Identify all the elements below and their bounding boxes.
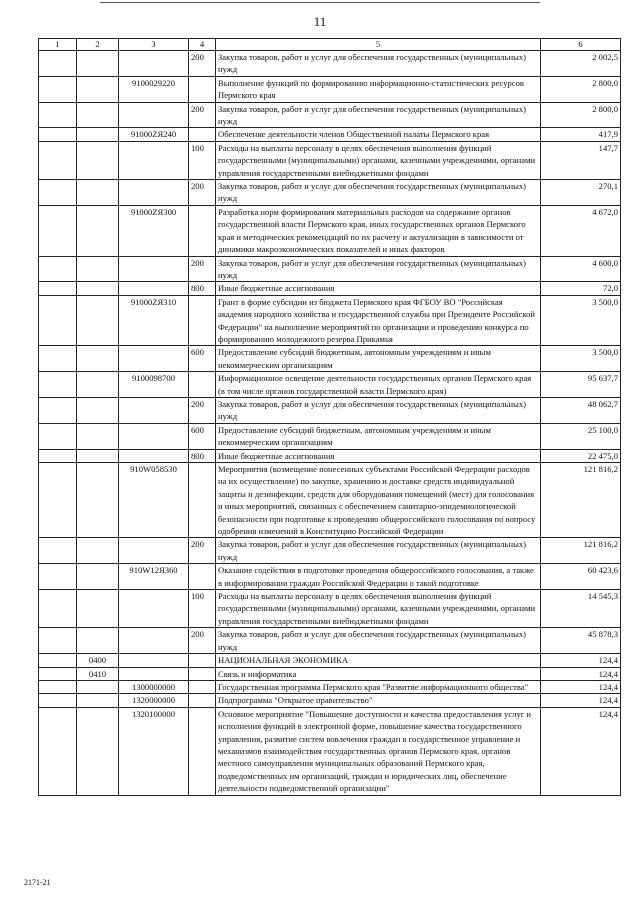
- section-cell: [39, 102, 77, 128]
- amount-cell: 2 800,0: [541, 102, 621, 128]
- column-header: 5: [216, 39, 541, 51]
- subsection-cell: [77, 282, 119, 295]
- name-cell: Мероприятия (возмещение понесенных субъектами Российской Федерации расходов на их осуществление) по закупке, хранению и доставке средств индивидуальной защиты и дезинфекции, средств для оборудования помещений (мест) для голосования и иных мероприятий, связанных с обеспечением санитарно-эпидемиологической безопасности при подготовке к проведению общероссийского голосования по вопросу одобрения изменений в Конституцию Российской Федерации: [216, 463, 541, 538]
- name-cell: Оказание содействия в подготовке проведения общероссийского голосования, а также в информировании граждан Российской Федерации о такой подготовке: [216, 564, 541, 590]
- subsection-cell: [77, 205, 119, 256]
- target-article-cell: [119, 654, 189, 667]
- subsection-cell: [77, 180, 119, 206]
- expense-type-cell: 200: [189, 102, 216, 128]
- table-row: [39, 667, 621, 680]
- expense-type-cell: 600: [189, 423, 216, 449]
- expense-type-cell: [189, 680, 216, 693]
- target-article-cell: [119, 180, 189, 206]
- expense-type-cell: [189, 295, 216, 346]
- section-cell: [39, 295, 77, 346]
- table-row: [39, 180, 621, 206]
- expense-type-cell: [189, 694, 216, 707]
- amount-cell: 121 816,2: [541, 463, 621, 538]
- section-cell: [39, 397, 77, 423]
- amount-cell: 124,4: [541, 667, 621, 680]
- section-cell: [39, 564, 77, 590]
- target-article-cell: [119, 282, 189, 295]
- subsection-cell: [77, 707, 119, 795]
- expense-type-cell: 200: [189, 51, 216, 77]
- name-cell: Закупка товаров, работ и услуг для обеспечения государственных (муниципальных) нужд: [216, 397, 541, 423]
- expense-type-cell: 100: [189, 590, 216, 628]
- top-rule: [100, 2, 540, 3]
- table-row: [39, 694, 621, 707]
- name-cell: Обеспечение деятельности членов Общественной палаты Пермского края: [216, 128, 541, 141]
- section-cell: [39, 141, 77, 179]
- expense-type-cell: [189, 463, 216, 538]
- table-row: [39, 76, 621, 102]
- subsection-cell: [77, 141, 119, 179]
- expense-type-cell: [189, 654, 216, 667]
- target-article-cell: [119, 141, 189, 179]
- name-cell: Разработка норм формирования материальных расходов на содержание органов государственной власти Пермского края, иных государственных органов Пермского края и методических рекомендаций по их расчету и актуализации в зависимости от динамики макроэкономических показателей и иных факторов: [216, 205, 541, 256]
- column-header: 3: [119, 39, 189, 51]
- subsection-cell: [77, 463, 119, 538]
- expense-type-cell: 600: [189, 346, 216, 372]
- expense-type-cell: 200: [189, 256, 216, 282]
- section-cell: [39, 51, 77, 77]
- expense-type-cell: 200: [189, 180, 216, 206]
- subsection-cell: [77, 76, 119, 102]
- target-article-cell: [119, 449, 189, 462]
- name-cell: Информационное освещение деятельности государственных органов Пермского края (в том числе органов государственной власти Пермского края): [216, 372, 541, 398]
- section-cell: [39, 128, 77, 141]
- amount-cell: 3 500,0: [541, 295, 621, 346]
- expense-type-cell: [189, 372, 216, 398]
- amount-cell: 48 062,7: [541, 397, 621, 423]
- target-article-cell: 91000ZЯ310: [119, 295, 189, 346]
- table-row: [39, 128, 621, 141]
- amount-cell: 3 500,0: [541, 346, 621, 372]
- subsection-cell: [77, 128, 119, 141]
- subsection-cell: [77, 256, 119, 282]
- name-cell: Закупка товаров, работ и услуг для обеспечения государственных (муниципальных) нужд: [216, 180, 541, 206]
- subsection-cell: [77, 538, 119, 564]
- section-cell: [39, 680, 77, 693]
- section-cell: [39, 590, 77, 628]
- name-cell: Расходы на выплаты персоналу в целях обеспечения выполнения функций государственными (муниципальными) органами, казенными учреждениями, органами управления государственными внебюджетными фондами: [216, 141, 541, 179]
- subsection-cell: [77, 628, 119, 654]
- target-article-cell: [119, 538, 189, 564]
- amount-cell: 25 100,0: [541, 423, 621, 449]
- subsection-cell: [77, 372, 119, 398]
- table-row: [39, 590, 621, 628]
- section-cell: [39, 694, 77, 707]
- name-cell: Государственная программа Пермского края "Развитие информационного общества": [216, 680, 541, 693]
- table-row: [39, 346, 621, 372]
- table-row: [39, 282, 621, 295]
- target-article-cell: 1320000000: [119, 694, 189, 707]
- name-cell: Иные бюджетные ассигнования: [216, 282, 541, 295]
- table-row: [39, 372, 621, 398]
- name-cell: Закупка товаров, работ и услуг для обеспечения государственных (муниципальных) нужд: [216, 538, 541, 564]
- subsection-cell: 0410: [77, 667, 119, 680]
- subsection-cell: [77, 346, 119, 372]
- target-article-cell: [119, 256, 189, 282]
- subsection-cell: 0400: [77, 654, 119, 667]
- subsection-cell: [77, 680, 119, 693]
- subsection-cell: [77, 590, 119, 628]
- section-cell: [39, 463, 77, 538]
- table-row: [39, 295, 621, 346]
- target-article-cell: 1320100000: [119, 707, 189, 795]
- table-row: [39, 463, 621, 538]
- section-cell: [39, 449, 77, 462]
- page-number: 11: [313, 14, 327, 29]
- amount-cell: 2 002,5: [541, 51, 621, 77]
- expense-type-cell: 200: [189, 538, 216, 564]
- subsection-cell: [77, 102, 119, 128]
- target-article-cell: 9100029220: [119, 76, 189, 102]
- amount-cell: 124,4: [541, 707, 621, 795]
- amount-cell: 14 545,3: [541, 590, 621, 628]
- table-row: [39, 680, 621, 693]
- amount-cell: 45 878,3: [541, 628, 621, 654]
- target-article-cell: 91000ZЯ300: [119, 205, 189, 256]
- table-row: [39, 141, 621, 179]
- section-cell: [39, 346, 77, 372]
- table-row: [39, 707, 621, 795]
- expense-type-cell: [189, 667, 216, 680]
- target-article-cell: [119, 667, 189, 680]
- amount-cell: 124,4: [541, 654, 621, 667]
- subsection-cell: [77, 423, 119, 449]
- table-row: [39, 205, 621, 256]
- column-header: 6: [541, 39, 621, 51]
- target-article-cell: [119, 590, 189, 628]
- target-article-cell: [119, 397, 189, 423]
- section-cell: [39, 423, 77, 449]
- expense-type-cell: [189, 76, 216, 102]
- name-cell: Закупка товаров, работ и услуг для обеспечения государственных (муниципальных) нужд: [216, 256, 541, 282]
- column-header: 1: [39, 39, 77, 51]
- name-cell: Закупка товаров, работ и услуг для обеспечения государственных (муниципальных) нужд: [216, 102, 541, 128]
- amount-cell: 124,4: [541, 694, 621, 707]
- amount-cell: 2 800,0: [541, 76, 621, 102]
- table-row: [39, 564, 621, 590]
- name-cell: Связь и информатика: [216, 667, 541, 680]
- header-row: [39, 39, 621, 51]
- amount-cell: 124,4: [541, 680, 621, 693]
- target-article-cell: 91000ZЯ240: [119, 128, 189, 141]
- expense-type-cell: [189, 128, 216, 141]
- section-cell: [39, 667, 77, 680]
- expense-type-cell: 100: [189, 141, 216, 179]
- target-article-cell: [119, 51, 189, 77]
- section-cell: [39, 372, 77, 398]
- subsection-cell: [77, 397, 119, 423]
- section-cell: [39, 538, 77, 564]
- target-article-cell: 910W058530: [119, 463, 189, 538]
- target-article-cell: [119, 346, 189, 372]
- footer-code: 2171-21: [24, 878, 51, 887]
- section-cell: [39, 256, 77, 282]
- amount-cell: 121 816,2: [541, 538, 621, 564]
- expense-type-cell: 200: [189, 397, 216, 423]
- table-row: [39, 397, 621, 423]
- expense-type-cell: [189, 707, 216, 795]
- section-cell: [39, 654, 77, 667]
- amount-cell: 72,0: [541, 282, 621, 295]
- amount-cell: 22 475,0: [541, 449, 621, 462]
- target-article-cell: 1300000000: [119, 680, 189, 693]
- table-row: [39, 256, 621, 282]
- amount-cell: 147,7: [541, 141, 621, 179]
- name-cell: Выполнение функций по формированию информационно-статистических ресурсов Пермского края: [216, 76, 541, 102]
- amount-cell: 60 423,6: [541, 564, 621, 590]
- name-cell: Основное мероприятие "Повышение доступности и качества предоставления услуг и исполнения функций в электронной форме, повышение качества государственного управления, развитие систем вовлечения граждан в государственное управление и механизмов взаимодействия государственных органов Пермского края, органов местного самоуправления муниципальных образований Пермского края, подведомственных им организаций, граждан и юридических лиц, обеспечение деятельности подведомственной организации": [216, 707, 541, 795]
- expense-type-cell: [189, 205, 216, 256]
- amount-cell: 4 600,0: [541, 256, 621, 282]
- amount-cell: 4 672,0: [541, 205, 621, 256]
- target-article-cell: [119, 628, 189, 654]
- subsection-cell: [77, 694, 119, 707]
- target-article-cell: 9100098700: [119, 372, 189, 398]
- section-cell: [39, 76, 77, 102]
- name-cell: НАЦИОНАЛЬНАЯ ЭКОНОМИКА: [216, 654, 541, 667]
- column-header: 4: [189, 39, 216, 51]
- expense-type-cell: 800: [189, 449, 216, 462]
- section-cell: [39, 282, 77, 295]
- table-row: [39, 51, 621, 77]
- section-cell: [39, 205, 77, 256]
- name-cell: Иные бюджетные ассигнования: [216, 449, 541, 462]
- subsection-cell: [77, 295, 119, 346]
- table-row: [39, 654, 621, 667]
- column-header: 2: [77, 39, 119, 51]
- name-cell: Предоставление субсидий бюджетным, автономным учреждениям и иным некоммерческим организациям: [216, 346, 541, 372]
- amount-cell: 417,9: [541, 128, 621, 141]
- expense-type-cell: 800: [189, 282, 216, 295]
- amount-cell: 95 637,7: [541, 372, 621, 398]
- expense-type-cell: [189, 564, 216, 590]
- name-cell: Подпрограмма "Открытое правительство": [216, 694, 541, 707]
- expense-type-cell: 200: [189, 628, 216, 654]
- section-cell: [39, 707, 77, 795]
- section-cell: [39, 628, 77, 654]
- subsection-cell: [77, 449, 119, 462]
- name-cell: Грант в форме субсидии из бюджета Пермского края ФГБОУ ВО "Российская академия народного хозяйства и государственной службы при Президенте Российской Федерации" на выполнение мероприятий по организации и проведению конкурса по формированию молодежного резерва Прикамья: [216, 295, 541, 346]
- subsection-cell: [77, 51, 119, 77]
- table-row: [39, 423, 621, 449]
- target-article-cell: [119, 423, 189, 449]
- budget-table: [38, 38, 621, 796]
- section-cell: [39, 180, 77, 206]
- name-cell: Закупка товаров, работ и услуг для обеспечения государственных (муниципальных) нужд: [216, 628, 541, 654]
- subsection-cell: [77, 564, 119, 590]
- table-row: [39, 628, 621, 654]
- target-article-cell: [119, 102, 189, 128]
- table-row: [39, 102, 621, 128]
- target-article-cell: 910W12Я360: [119, 564, 189, 590]
- name-cell: Закупка товаров, работ и услуг для обеспечения государственных (муниципальных) нужд: [216, 51, 541, 77]
- table-row: [39, 538, 621, 564]
- name-cell: Расходы на выплаты персоналу в целях обеспечения выполнения функций государственными (муниципальными) органами, казенными учреждениями, органами управления государственными внебюджетными фондами: [216, 590, 541, 628]
- table-row: [39, 449, 621, 462]
- amount-cell: 270,1: [541, 180, 621, 206]
- name-cell: Предоставление субсидий бюджетным, автономным учреждениям и иным некоммерческим организациям: [216, 423, 541, 449]
